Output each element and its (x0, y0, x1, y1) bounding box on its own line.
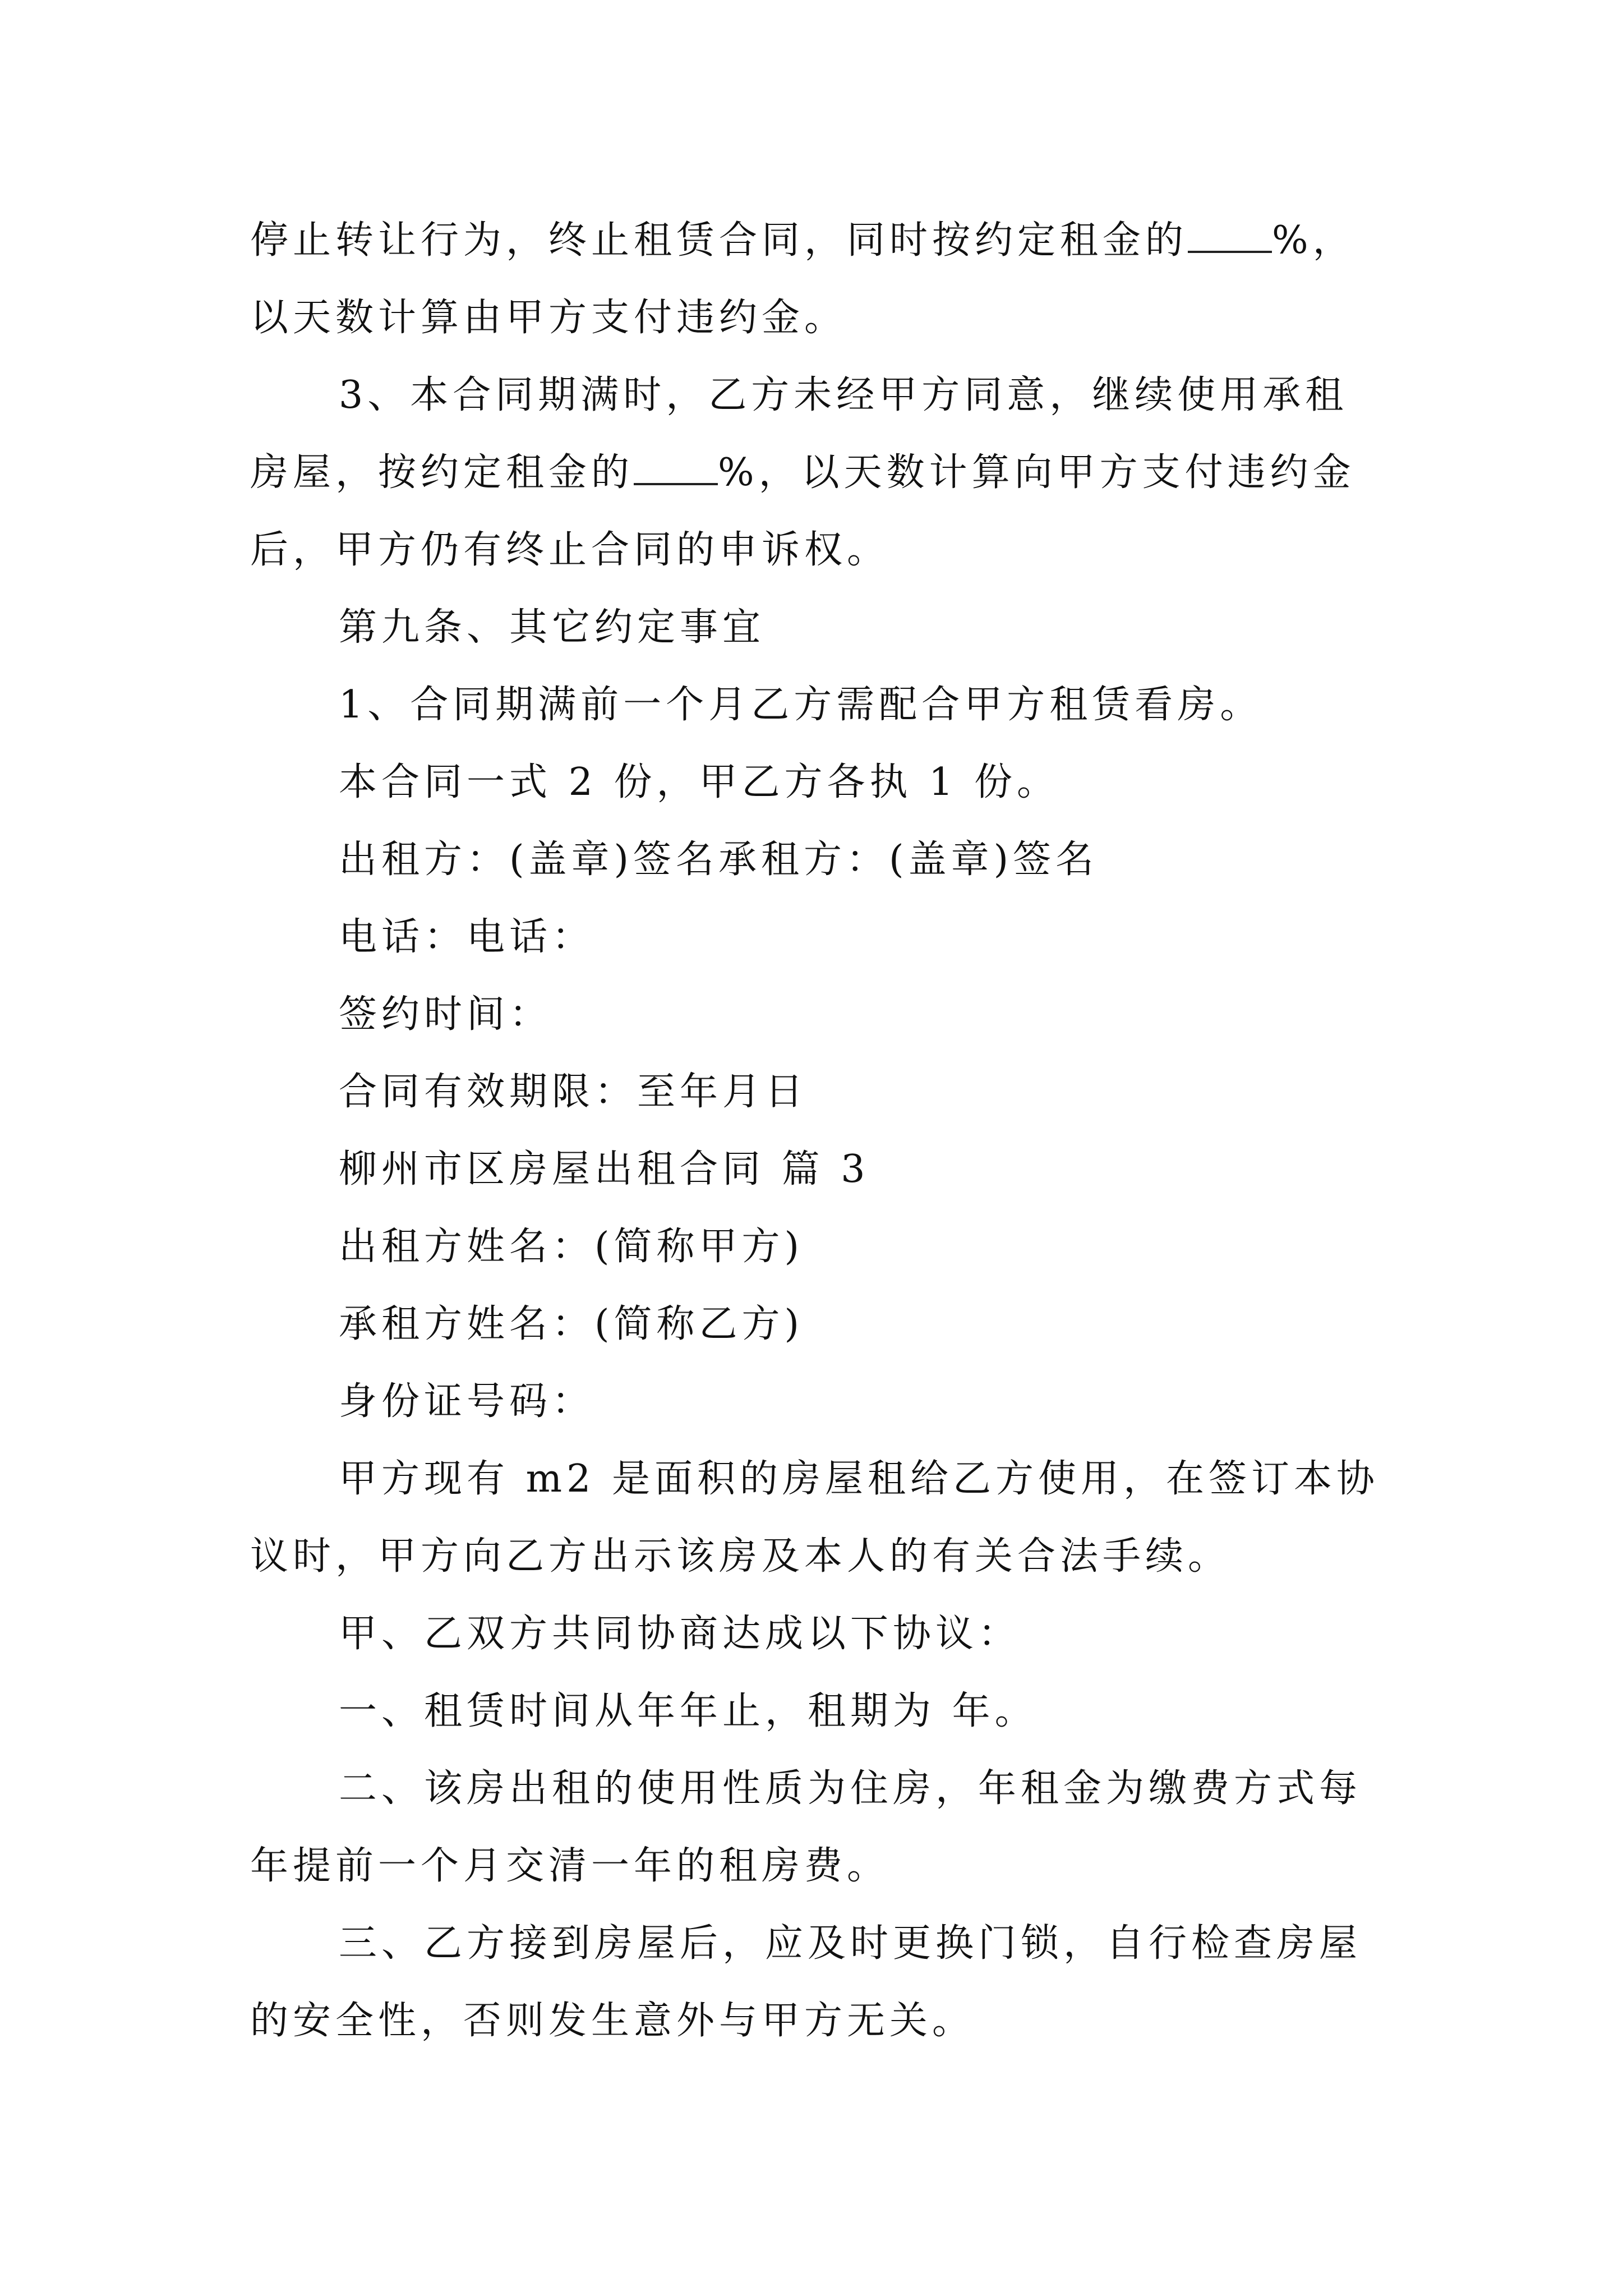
text-segment: 的安全性，否则发生意外与甲方无关。 (250, 1999, 975, 2043)
text-segment: 议时，甲方向乙方出示该房及本人的有关合法手续。 (250, 1534, 1231, 1579)
text-segment: 甲方现有 m2 是面积的房屋租给乙方使用，在签订本协 (339, 1457, 1379, 1501)
text-segment: 三、乙方接到房屋后，应及时更换门锁，自行检查房屋 (339, 1921, 1362, 1966)
text-line (250, 1441, 1389, 1518)
fill-in-blank (1188, 230, 1272, 253)
text-segment: 二、该房出租的使用性质为住房，年租金为缴费方式每 (339, 1766, 1362, 1811)
text-segment: 年提前一个月交清一年的租房费。 (250, 1844, 890, 1888)
text-segment: 身份证号码： (339, 1379, 595, 1424)
text-line (250, 1595, 1389, 1673)
text-line (250, 666, 1389, 744)
text-segment: 以天数计算由甲方支付违约金。 (250, 296, 847, 340)
text-segment: %， (1272, 218, 1355, 263)
text-segment: 合同有效期限：至年月日 (339, 1070, 808, 1114)
text-line (250, 434, 1389, 512)
text-line (250, 512, 1389, 589)
text-line (250, 1518, 1389, 1595)
section-heading (250, 589, 1389, 666)
clause-line (250, 1750, 1389, 1828)
fill-in-blank (634, 462, 718, 485)
text-segment: 甲、乙双方共同协商达成以下协议： (339, 1612, 1021, 1656)
text-segment: 第九条、其它约定事宜 (339, 605, 766, 650)
validity-line (250, 1053, 1389, 1131)
lessor-name-line (250, 1208, 1389, 1286)
text-segment: 签约时间： (339, 992, 552, 1037)
phone-line (250, 899, 1389, 976)
text-segment: 停止转让行为，终止租赁合同，同时按约定租金的 (250, 218, 1188, 263)
clause-line (250, 1673, 1389, 1750)
text-line (250, 744, 1389, 821)
document-body (250, 202, 1389, 2060)
text-segment: 房屋，按约定租金的 (250, 450, 634, 495)
text-segment: 柳州市区房屋出租合同 篇 3 (339, 1147, 870, 1191)
text-segment: %，以天数计算向甲方支付违约金 (718, 450, 1355, 495)
clause-line (250, 1905, 1389, 1982)
text-line (250, 202, 1389, 279)
signing-date-line (250, 976, 1389, 1053)
contract-title (250, 1131, 1389, 1208)
text-segment: 一、租赁时间从年年止，租期为 年。 (339, 1689, 1038, 1733)
text-segment: 3、本合同期满时，乙方未经甲方同意，继续使用承租 (339, 373, 1348, 417)
text-segment: 电话：电话： (339, 915, 595, 959)
text-line (250, 357, 1389, 434)
id-number-line (250, 1363, 1389, 1441)
lessee-name-line (250, 1286, 1389, 1363)
text-line (250, 279, 1389, 357)
signature-line (250, 821, 1389, 899)
text-segment: 承租方姓名：(简称乙方) (339, 1302, 804, 1346)
text-segment: 本合同一式 2 份，甲乙方各执 1 份。 (339, 760, 1059, 804)
text-segment: 出租方：(盖章)签名承租方：(盖章)签名 (339, 838, 1099, 882)
text-segment: 出租方姓名：(简称甲方) (339, 1225, 804, 1269)
text-line (250, 1828, 1389, 1905)
text-segment: 1、合同期满前一个月乙方需配合甲方租赁看房。 (339, 683, 1263, 727)
text-line (250, 1982, 1389, 2060)
text-segment: 后，甲方仍有终止合同的申诉权。 (250, 528, 890, 572)
